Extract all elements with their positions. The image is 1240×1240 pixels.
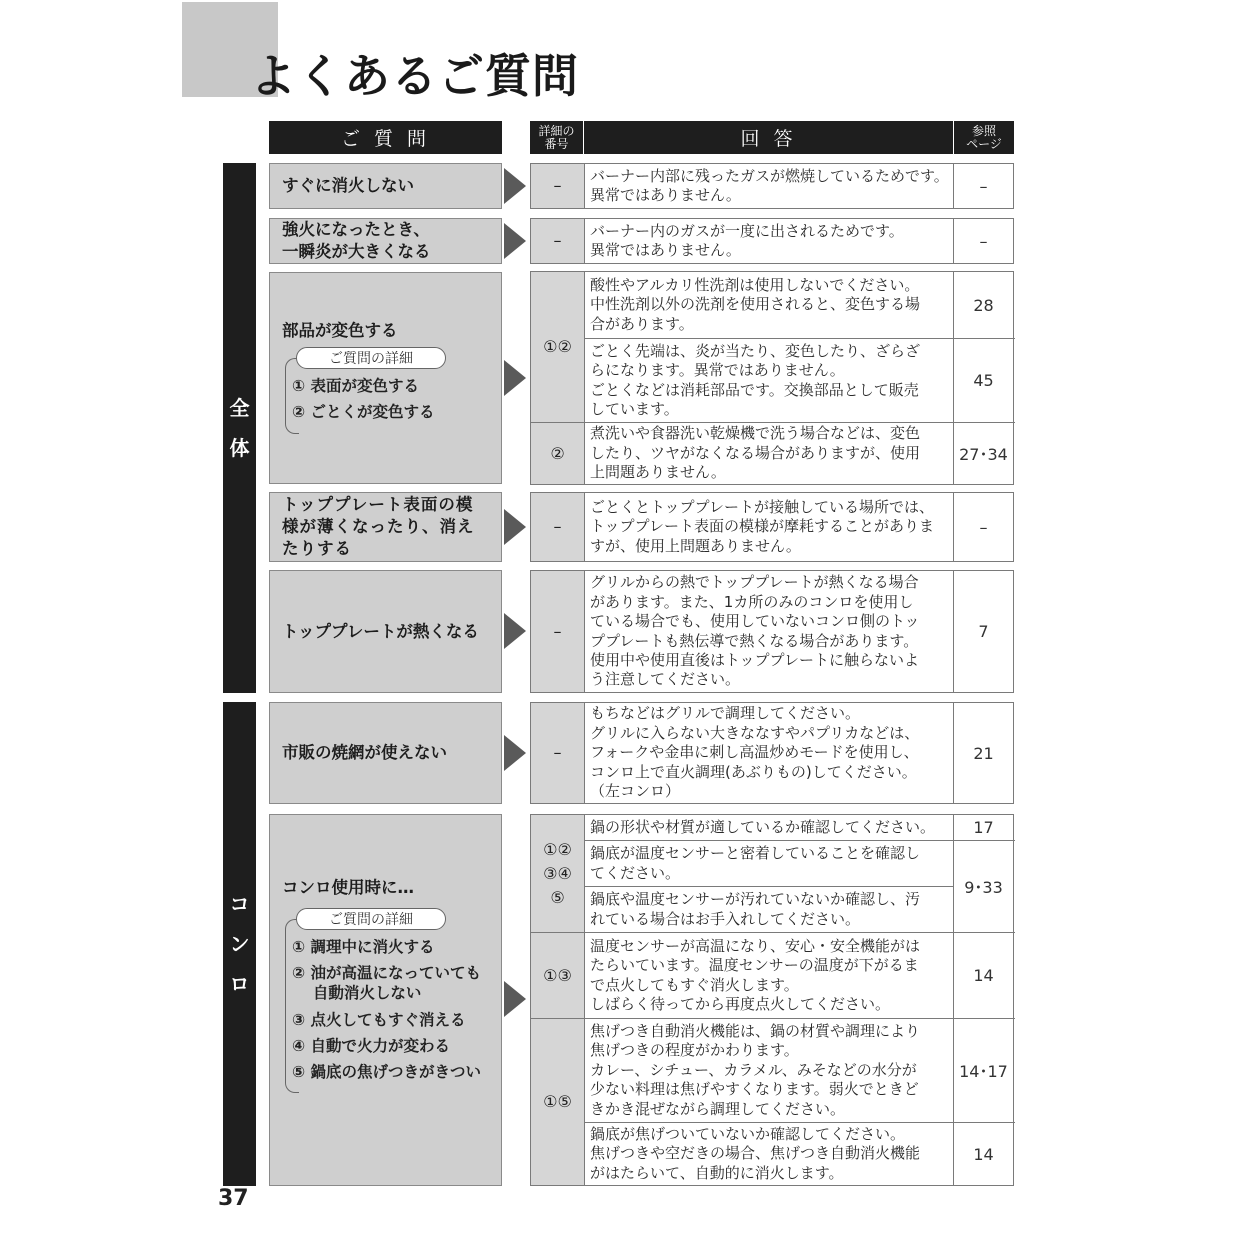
- question-box: [269, 570, 502, 693]
- ref-page: 14: [973, 1144, 994, 1164]
- answer-text: グリルからの熱でトッププレートが熱くなる場合 があります。また、1カ所のみのコンロを使用し ている場合でも、使用していないコンロ側のトッ ププレートも熱伝導で熱くなる場合があります。 使用中や使用直後はトッププレートに触らないよ う注意してください。: [590, 573, 920, 689]
- detail-number: –: [531, 164, 584, 208]
- detail-number: –: [531, 571, 584, 692]
- answer-text: 焦げつき自動消火機能は、鍋の材質や調理により 焦げつきの程度がかわります。 カレー、シチュー、カラメル、みそなどの水分が 少ない料理は焦げやすくなります。弱火でときど きかき混ぜながら調理してください。: [590, 1021, 921, 1118]
- header-answer: 回 答: [584, 121, 953, 154]
- question-box: [269, 492, 502, 562]
- ref-page: –: [979, 517, 988, 537]
- page-title: よくあるご質問: [250, 49, 579, 103]
- detail-number: ①② ③④ ⑤: [531, 815, 584, 932]
- question-box: [269, 218, 502, 264]
- answer-row: [530, 570, 1014, 693]
- answer-group: [530, 814, 1014, 1186]
- answer-text: バーナー内部に残ったガスが燃焼しているためです。 異常ではありません。: [590, 166, 949, 204]
- detail-number: ②: [531, 423, 584, 484]
- ref-page: 27･34: [959, 445, 1008, 464]
- detail-bracket: [285, 358, 299, 434]
- answer-row: [530, 218, 1014, 264]
- header-question: ご 質 問: [269, 121, 502, 154]
- detail-item: ① 調理中に消火する: [292, 938, 435, 956]
- detail-item: ② 油が高温になっていても 自動消火しない: [292, 964, 482, 1002]
- answer-text: 煮洗いや食器洗い乾燥機で洗う場合などは、変色 したり、ツヤがなくなる場合がありますが、使用 上問題ありません。: [590, 424, 921, 482]
- detail-label: ご質問の詳細: [296, 908, 446, 930]
- answer-text: 温度センサーが高温になり、安心・安全機能がは たらいています。温度センサーの温度が下がるま で点火してもすぐ消火します。 しばらく待ってから再度点火してください。: [590, 936, 921, 1013]
- ref-page: 9･33: [964, 878, 1003, 897]
- ref-page: 14･17: [959, 1062, 1008, 1081]
- answer-text: 鍋底や温度センサーが汚れていないか確認し、汚 れている場合はお手入れしてください。: [590, 890, 921, 928]
- ref-page: 21: [973, 743, 994, 763]
- question-text: 市販の焼網が使えない: [282, 743, 447, 762]
- detail-item: ② ごとくが変色する: [292, 403, 435, 421]
- arrow-right-icon: [504, 168, 526, 204]
- answer-text: 鍋の形状や材質が適しているか確認してください。: [590, 817, 936, 836]
- ref-page: –: [979, 176, 988, 196]
- detail-number: ①②: [531, 272, 584, 422]
- question-box: [269, 163, 502, 209]
- question-text: コンロ使用時に…: [282, 878, 414, 897]
- answer-row: [530, 702, 1014, 804]
- detail-label: ご質問の詳細: [296, 347, 446, 369]
- question-text: 強火になったとき、 一瞬炎が大きくなる: [282, 220, 431, 261]
- arrow-right-icon: [504, 509, 526, 545]
- ref-page: 7: [978, 622, 989, 641]
- question-text: トッププレート表面の模 様が薄くなったり、消え たりする: [282, 495, 475, 558]
- answer-text: 鍋底が焦げついていないか確認してください。 焦げつきや空だきの場合、焦げつき自動消火機能 がはたらいて、自動的に消火します。: [590, 1124, 921, 1182]
- arrow-right-icon: [504, 223, 526, 259]
- answer-text: 酸性やアルカリ性洗剤は使用しないでください。 中性洗剤以外の洗剤を使用されると、変色する場 合があります。: [590, 275, 921, 333]
- question-text: すぐに消火しない: [282, 176, 414, 195]
- detail-item: ⑤ 鍋底の焦げつきがきつい: [292, 1063, 482, 1081]
- arrow-right-icon: [504, 360, 526, 396]
- ref-page: 28: [973, 295, 994, 315]
- section-label-all: 全 体: [223, 163, 256, 693]
- detail-item: ① 表面が変色する: [292, 377, 420, 395]
- header-detail-number: 詳細の 番号: [530, 121, 583, 154]
- answer-row: [530, 163, 1014, 209]
- question-text: 部品が変色する: [282, 321, 398, 340]
- answer-text: ごとくとトッププレートが接触している場所では、 トッププレート表面の模様が摩耗することがありま すが、使用上問題ありません。: [590, 497, 934, 555]
- detail-item: ④ 自動で火力が変わる: [292, 1037, 451, 1055]
- answer-group: [530, 271, 1014, 485]
- answer-text: もちなどはグリルで調理してください。 グリルに入らない大きななすやパプリカなどは、 フォークや金串に刺し高温炒めモードを使用し、 コンロ上で直火調理(あぶりもの)してください。 （左コンロ）: [590, 704, 920, 801]
- answer-text: ごとく先端は、炎が当たり、変色したり、ざらざ らになります。異常ではありません。 ごとくなどは消耗部品です。交換部品として販売 しています。: [590, 341, 921, 418]
- answer-text: バーナー内のガスが一度に出されるためです。 異常ではありません。: [590, 221, 904, 259]
- header-ref-page: 参照 ページ: [954, 121, 1014, 154]
- question-box: [269, 702, 502, 804]
- arrow-right-icon: [504, 981, 526, 1017]
- detail-number: –: [531, 703, 584, 803]
- ref-page: –: [979, 231, 988, 251]
- ref-page: 14: [973, 966, 994, 985]
- page-number: 37: [218, 1186, 249, 1211]
- detail-number: –: [531, 219, 584, 263]
- ref-page: 45: [973, 371, 994, 390]
- arrow-right-icon: [504, 613, 526, 649]
- detail-number: –: [531, 493, 584, 561]
- question-text: トッププレートが熱くなる: [282, 621, 479, 641]
- answer-text: 鍋底が温度センサーと密着していることを確認し てください。: [590, 844, 921, 882]
- ref-page: 17: [973, 818, 994, 837]
- detail-number: ①⑤: [531, 1019, 584, 1185]
- detail-number: ①③: [531, 933, 584, 1018]
- section-label-stove: コ ン ロ: [223, 702, 256, 1186]
- detail-item: ③ 点火してもすぐ消える: [292, 1011, 466, 1029]
- arrow-right-icon: [504, 735, 526, 771]
- answer-row: [530, 492, 1014, 562]
